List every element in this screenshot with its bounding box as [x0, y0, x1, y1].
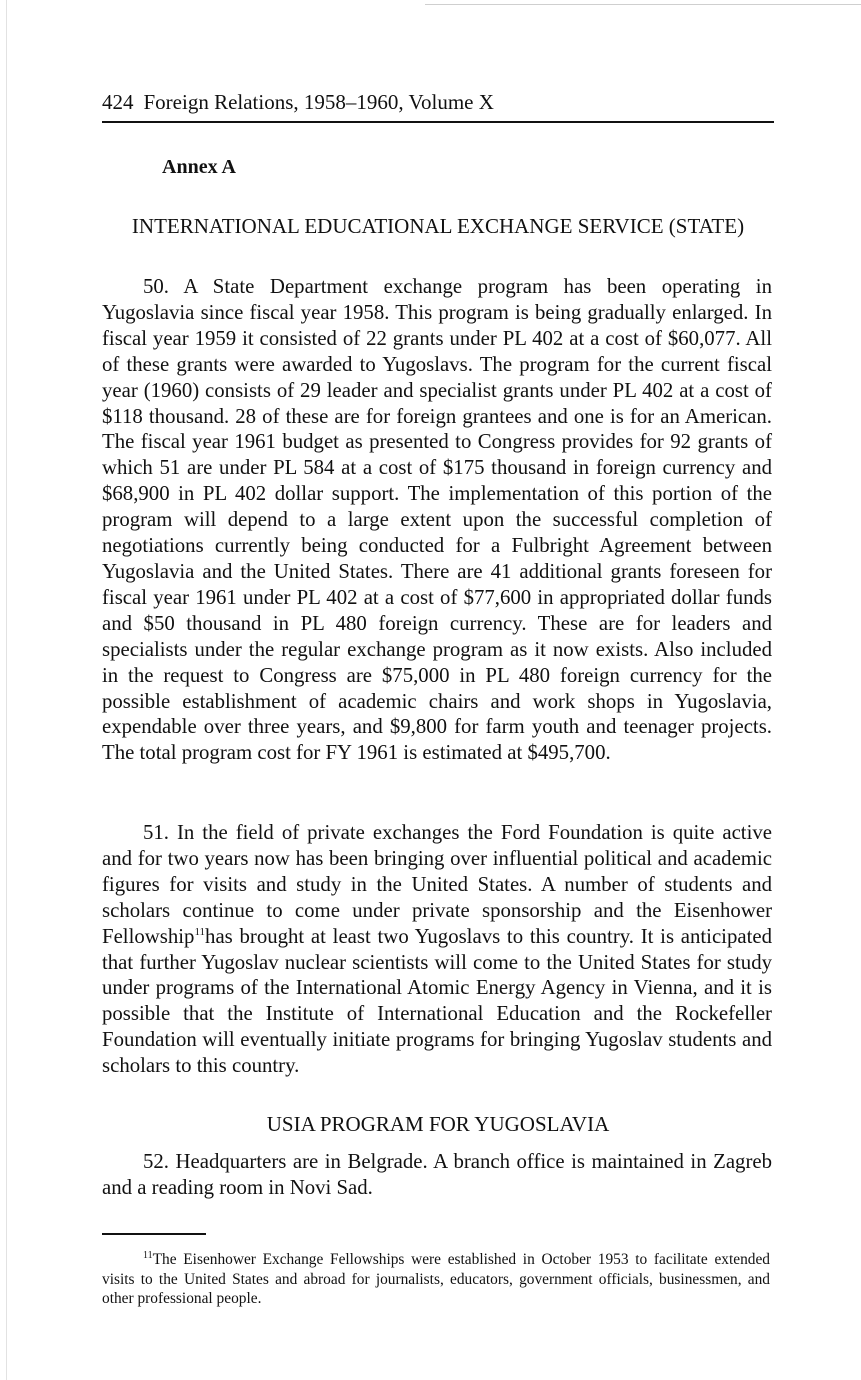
footnote-reference-11[interactable]: 11 — [194, 925, 206, 938]
section-heading-text: INTERNATIONAL EDUCATIONAL EXCHANGE SERVICE (STATE) — [131, 214, 745, 238]
footnote-number: 11 — [143, 1250, 153, 1261]
footnote-rule — [102, 1233, 206, 1235]
paragraph-51-text-start: 51. In the field of private exchanges the Ford Foundation is quite active and for two years now has been bringing over influential political and academic figures for visits and study in the United States. A number of students and scholars continue to come under private sponsorship and the Eisenhower Fellowship — [102, 821, 772, 948]
annex-title: Annex A — [162, 156, 236, 178]
paragraph-51 — [102, 820, 772, 1079]
running-head — [102, 88, 774, 116]
footnote-text: The Eisenhower Exchange Fellowships were established in October 1953 to facilitate extended visits to the United States and abroad for journalists, educators, government officials, businessmen, and other professional people. — [102, 1251, 770, 1307]
running-title: Foreign Relations, 1958–1960, Volume X — [143, 90, 494, 114]
footnote-11 — [102, 1250, 770, 1309]
section-heading-text: USIA PROGRAM FOR YUGOSLAVIA — [266, 1112, 610, 1136]
page-number: 424 — [102, 90, 134, 114]
scan-top-edge — [425, 4, 861, 5]
header-rule — [102, 121, 774, 123]
paragraph-52: 52. Headquarters are in Belgrade. A branch office is maintained in Zagreb and a reading room in Novi Sad. — [102, 1150, 772, 1199]
paragraph-51-text-end: has brought at least two Yugoslavs to this country. It is anticipated that further Yugoslav nuclear scientists will come to the United States for study under programs of the International Atomic Energy Agency in Vienna, and it is possible that the Institute of International Education and the Rockefeller Foundation will eventually initiate programs for bringing Yugoslav students and scholars to this country. — [102, 924, 772, 1078]
scan-left-edge — [6, 0, 7, 1380]
section-heading-usia — [102, 1112, 774, 1137]
paragraph-50: 50. A State Department exchange program has been operating in Yugoslavia since fiscal year 1958. This program is being gradually enlarged. In fiscal year 1959 it consisted of 22 grants under PL 402 at a cost of $60,077. All of these grants were awarded to Yugoslavs. The program for the current fiscal year (1960) consists of 29 leader and specialist grants under PL 402 at a cost of $118 thousand. 28 of these are for foreign grantees and one is for an American. The fiscal year 1961 budget as presented to Congress provides for 92 grants of which 51 are under PL 584 at a cost of $175 thousand in foreign currency and $68,900 in PL 402 dollar support. The implementation of this portion of the program will depend to a large extent upon the successful completion of negotiations currently being conducted for a Fulbright Agreement between Yugoslavia and the United States. There are 41 additional grants foreseen for fiscal year 1961 under PL 402 at a cost of $77,600 in appropriated dollar funds and $50 thousand in PL 480 foreign currency. These are for leaders and specialists under the regular exchange program as it now exists. Also included in the request to Congress are $75,000 in PL 480 foreign currency for the possible establishment of academic chairs and work shops in Yugoslavia, expendable over three years, and $9,800 for farm youth and teenager projects. The total program cost for FY 1961 is estimated at $495,700. — [102, 275, 772, 765]
section-heading-exchange-service — [102, 214, 774, 239]
